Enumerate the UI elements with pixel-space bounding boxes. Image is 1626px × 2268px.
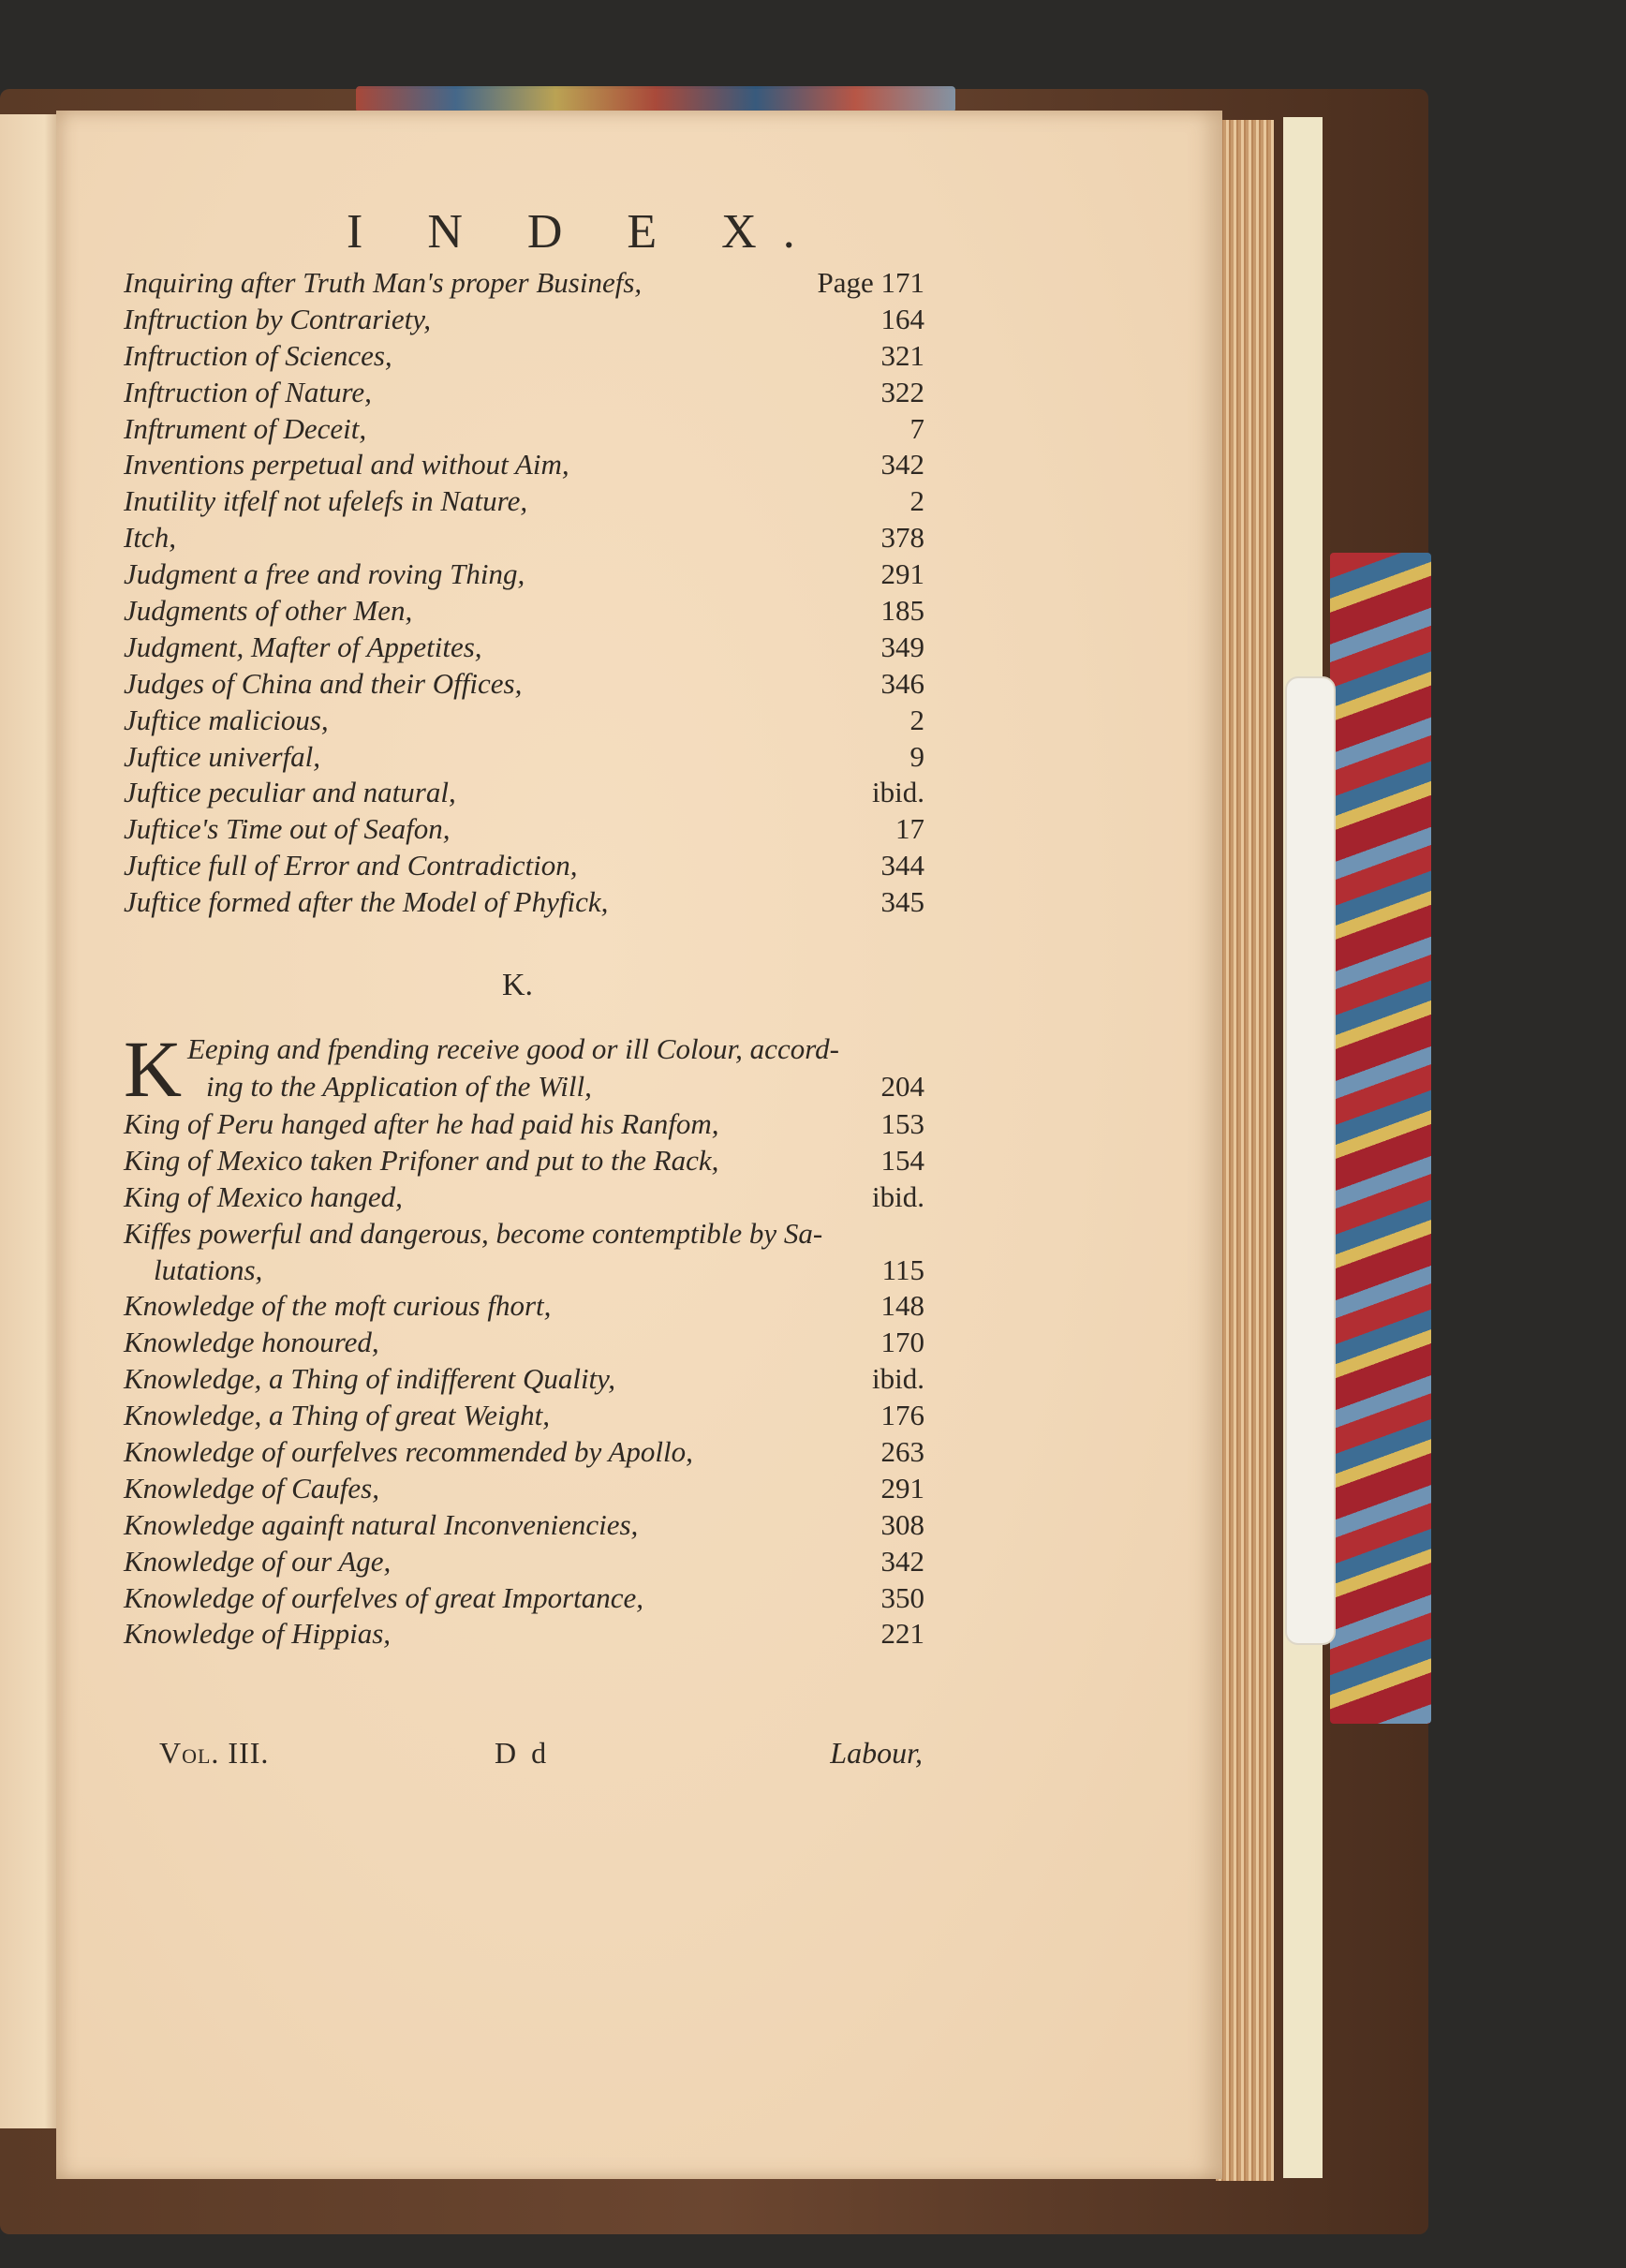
entry-text: Eeping and fpending receive good or ill Colour, accord- [187,1032,839,1065]
index-entry [124,376,924,412]
entry-text: Juftice's Time out of Seafon, [124,812,451,846]
entry-page: 342 [880,448,924,482]
entry-text: Inftruction by Contrariety, [124,302,432,335]
index-entry [124,1326,924,1362]
entry-text: lutations, [154,1253,263,1286]
entry-text: Judgment, Mafter of Appetites, [124,630,482,663]
entry-page: ibid. [872,1179,924,1213]
entry-text: King of Peru hanged after he had paid his Ranfom, [124,1107,719,1140]
entry-text: Juftice malicious, [124,703,329,736]
entry-text: Knowledge of Hippias, [124,1617,392,1651]
index-entry [124,557,924,594]
entry-page: 342 [880,1544,924,1578]
index-entry [124,1617,924,1653]
entry-page: 176 [880,1399,924,1432]
entry-page: 308 [880,1507,924,1541]
entry-text: Knowledge againft natural Inconveniencies, [124,1507,639,1541]
entry-text: Knowledge honoured, [124,1326,379,1359]
entry-page: 204 [880,1070,924,1103]
signature-mark: D d [495,1736,551,1770]
index-entry [124,1107,924,1144]
section-letter: K. [502,968,534,1002]
entry-page: 7 [909,411,924,445]
entry-text: Judgments of other Men, [124,594,413,628]
index-entry [124,1217,924,1290]
page-heading: I N D E X. [347,205,821,259]
index-entry [124,1472,924,1508]
index-entry [124,1399,924,1435]
entry-text: King of Mexico hanged, [124,1179,403,1213]
entry-page: ibid. [872,1362,924,1396]
entry-text: Itch, [124,521,176,555]
index-entry [124,521,924,557]
entry-page: 115 [881,1253,924,1286]
index-entry [124,776,924,812]
entry-page: 291 [880,557,924,591]
entry-page: 344 [880,849,924,882]
entry-text: Knowledge of ourfelves recommended by Apollo, [124,1435,693,1469]
entry-text: Juftice univerfal, [124,739,321,773]
bookmark-tab [1285,676,1336,1645]
entry-page: 345 [880,885,924,919]
entry-page: 2 [909,703,924,736]
page-edges [1216,120,1274,2181]
index-entry [124,1581,924,1618]
entry-page: 322 [880,375,924,408]
index-entry [124,339,924,376]
drop-cap: K [124,1024,183,1114]
index-entry [124,1289,924,1326]
entry-page: 221 [880,1617,924,1651]
entry-text: Inftruction of Nature, [124,375,372,408]
entry-page: 164 [880,302,924,335]
index-entry [124,849,924,885]
entry-page: 346 [880,666,924,700]
entry-text: Judges of China and their Offices, [124,666,523,700]
index-entry [124,1362,924,1399]
index-entry [124,704,924,740]
entry-text: Juftice peculiar and natural, [124,776,456,809]
index-entry [124,448,924,484]
entry-text: Judgment a free and roving Thing, [124,557,525,591]
index-entry [124,1508,924,1545]
entry-text: Juftice full of Error and Contradiction, [124,849,578,882]
entry-text: Inftrument of Deceit, [124,411,367,445]
entry-text: ing to the Application of the Will, [206,1070,592,1103]
index-entry [124,484,924,521]
index-entry [124,412,924,449]
entry-text: Knowledge of the moft curious fhort, [124,1289,552,1323]
index-entry [124,1180,924,1217]
entry-page: 349 [880,630,924,663]
index-entry [124,1435,924,1472]
entry-page: 291 [880,1471,924,1505]
entry-page: 185 [880,594,924,628]
volume-label: Vol. III. [159,1736,270,1770]
entry-page: 263 [880,1435,924,1469]
index-entry [124,812,924,849]
entry-page: 17 [895,812,924,846]
marbled-endpaper-side [1330,553,1431,1724]
entry-text: Inftruction of Sciences, [124,338,392,372]
index-entries-k [124,1024,924,1653]
entry-text: Knowledge of our Age, [124,1544,392,1578]
marbled-endpaper-top [356,86,955,112]
entry-page: 2 [909,484,924,518]
entry-text: Inquiring after Truth Man's proper Businefs, [124,266,643,299]
index-entry [124,1545,924,1581]
index-entry [124,667,924,704]
entry-page: 350 [880,1580,924,1614]
index-entry [124,594,924,630]
entry-text: King of Mexico taken Prifoner and put to the Rack, [124,1143,719,1177]
entry-text: Knowledge of Caufes, [124,1471,379,1505]
catchword: Labour, [830,1736,923,1770]
index-entry [124,630,924,667]
entry-text: Kiffes powerful and dangerous, become contemptible by Sa- [124,1216,823,1250]
entry-page: 154 [880,1143,924,1177]
facing-page-edge [0,114,64,2128]
index-entry [124,740,924,777]
index-entries-i-j [124,266,924,922]
entry-text: Juftice formed after the Model of Phyfick, [124,885,609,919]
index-entry [124,885,924,922]
entry-text: Knowledge of ourfelves of great Importance, [124,1580,644,1614]
entry-text: Knowledge, a Thing of great Weight, [124,1399,550,1432]
entry-page: 170 [880,1326,924,1359]
entry-page: 378 [880,521,924,555]
entry-text: Inutility itfelf not ufelefs in Nature, [124,484,528,518]
entry-page: 321 [880,338,924,372]
entry-page: Page 171 [817,266,924,299]
index-entry [124,266,924,303]
page-footer [159,1736,923,1773]
entry-text: Inventions perpetual and without Aim, [124,448,569,482]
entry-text: Knowledge, a Thing of indifferent Quality, [124,1362,615,1396]
entry-page: 153 [880,1107,924,1140]
index-entry [124,1024,924,1114]
entry-page: 9 [909,739,924,773]
index-entry [124,303,924,339]
entry-page: ibid. [872,776,924,809]
entry-page: 148 [880,1289,924,1323]
index-entry [124,1144,924,1180]
